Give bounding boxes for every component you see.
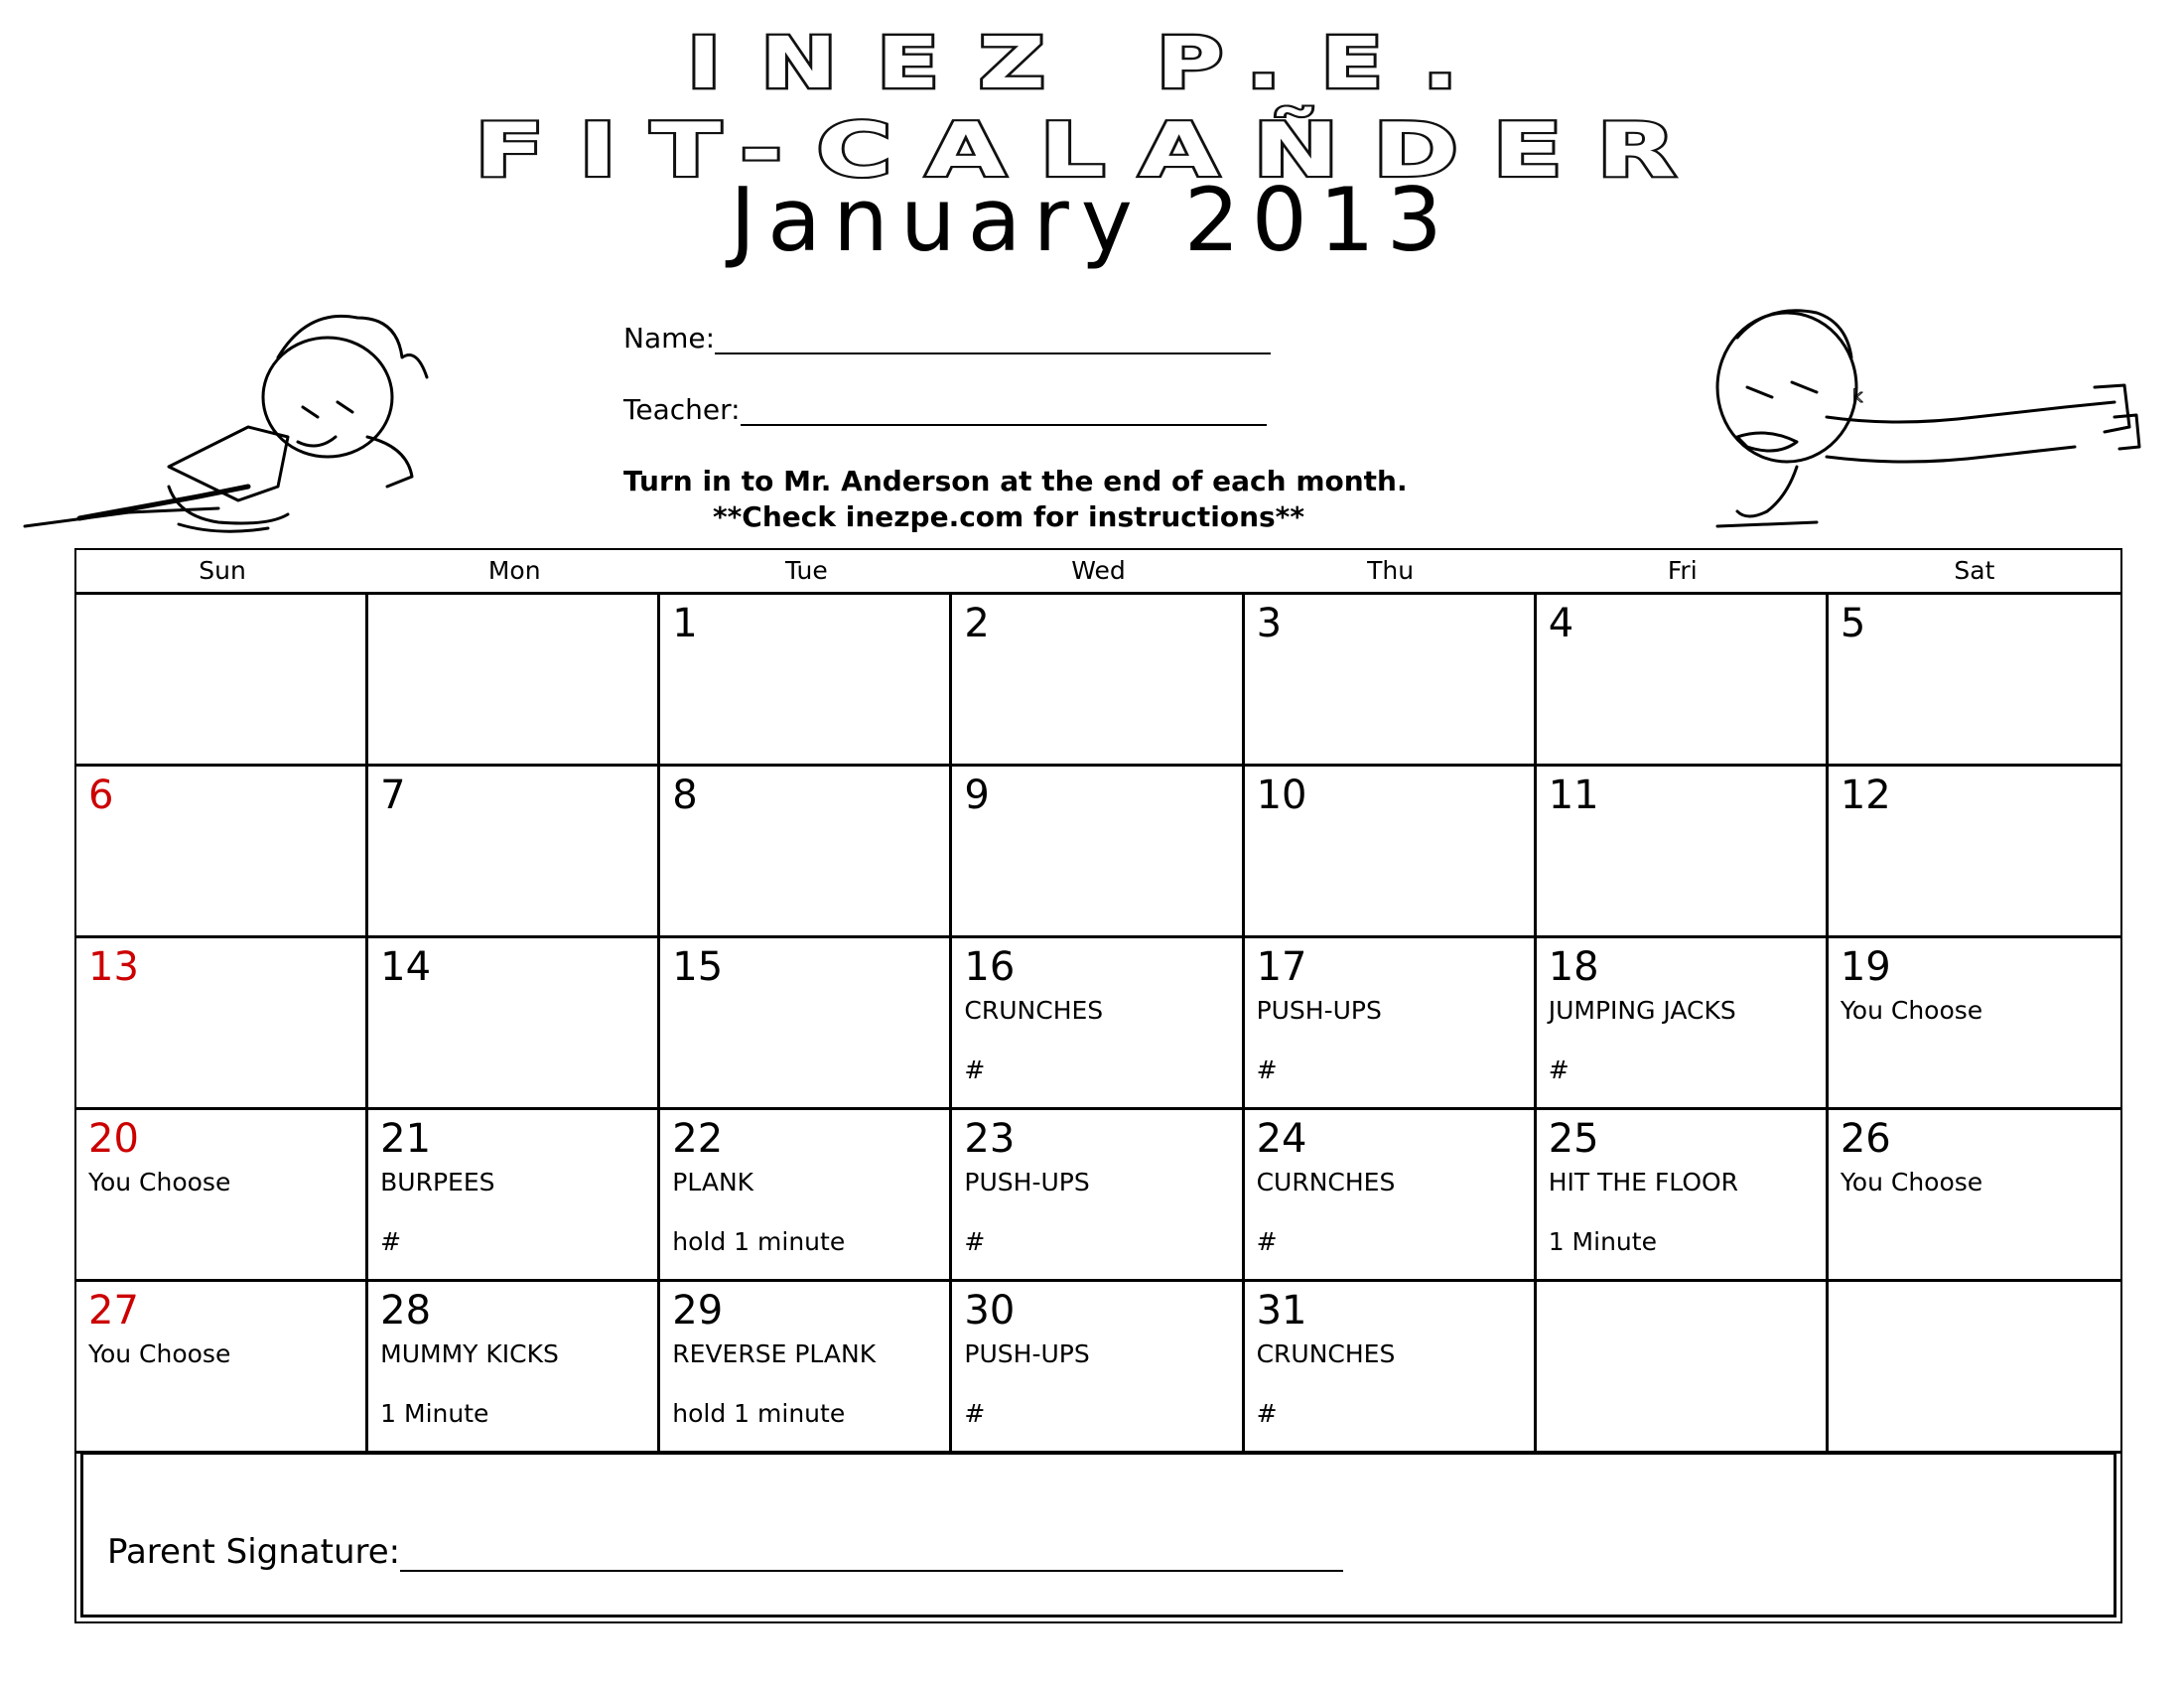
day-number: 26 <box>1840 1116 1891 1162</box>
day-number: 29 <box>672 1288 724 1334</box>
day-detail: # <box>1256 1055 1278 1084</box>
day-detail: # <box>1256 1227 1278 1256</box>
day-cell <box>368 938 660 1110</box>
day-number: 21 <box>380 1116 432 1162</box>
day-detail: # <box>1256 1399 1278 1428</box>
day-activity: PUSH-UPS <box>964 1339 1090 1368</box>
day-number: 23 <box>964 1116 1016 1162</box>
day-activity: You Choose <box>88 1168 231 1196</box>
day-cell <box>952 1110 1244 1282</box>
teacher-label: Teacher: <box>623 393 741 426</box>
weekday-sun: Sun <box>199 556 246 585</box>
day-cell <box>1829 1110 2120 1282</box>
day-cell <box>660 1110 952 1282</box>
calendar-grid <box>74 548 2122 1623</box>
day-cell <box>76 1282 368 1454</box>
parent-signature-label: Parent Signature: <box>107 1532 401 1572</box>
day-number: 2 <box>964 601 990 646</box>
day-cell <box>368 595 660 767</box>
day-number: 8 <box>672 773 698 818</box>
day-cell <box>952 595 1244 767</box>
day-detail: hold 1 minute <box>672 1227 846 1256</box>
day-number: 28 <box>380 1288 432 1334</box>
day-number: 30 <box>964 1288 1016 1334</box>
day-cell <box>1537 938 1829 1110</box>
day-activity: PUSH-UPS <box>1256 996 1382 1025</box>
weekday-tue: Tue <box>785 556 828 585</box>
day-number: 6 <box>88 773 114 818</box>
signature-line <box>400 1540 1343 1572</box>
svg-text:k: k <box>1852 386 1863 407</box>
day-activity: PLANK <box>672 1168 754 1196</box>
day-detail: # <box>1548 1055 1570 1084</box>
day-number: 10 <box>1256 773 1307 818</box>
day-number: 31 <box>1256 1288 1307 1334</box>
day-cell <box>1537 1110 1829 1282</box>
teacher-line <box>741 400 1267 426</box>
day-detail: 1 Minute <box>1548 1227 1657 1256</box>
day-number: 16 <box>964 944 1016 990</box>
day-activity: BURPEES <box>380 1168 495 1196</box>
day-number: 17 <box>1256 944 1307 990</box>
day-cell <box>1245 1282 1537 1454</box>
day-cell <box>952 1282 1244 1454</box>
day-activity: You Choose <box>1840 1168 1983 1196</box>
day-activity: PUSH-UPS <box>964 1168 1090 1196</box>
day-cell <box>1829 938 2120 1110</box>
day-number: 15 <box>672 944 724 990</box>
day-activity: JUMPING JACKS <box>1548 996 1736 1025</box>
day-activity: CURNCHES <box>1256 1168 1396 1196</box>
day-number: 9 <box>964 773 990 818</box>
weekday-thu: Thu <box>1367 556 1415 585</box>
instructions-notice: **Check inezpe.com for instructions** <box>713 500 1304 533</box>
month-title: January 2013 <box>730 169 1454 271</box>
day-activity: You Choose <box>88 1339 231 1368</box>
day-detail: hold 1 minute <box>672 1399 846 1428</box>
turn-in-notice: Turn in to Mr. Anderson at the end of each month. <box>623 465 1408 497</box>
day-cell <box>1245 938 1537 1110</box>
weekday-header <box>76 550 2120 595</box>
day-number: 20 <box>88 1116 139 1162</box>
day-cell <box>952 938 1244 1110</box>
title-line-1: INEZ P.E. <box>686 21 1498 105</box>
day-detail: # <box>964 1055 986 1084</box>
weekday-sat: Sat <box>1954 556 1995 585</box>
day-detail: 1 Minute <box>380 1399 489 1428</box>
day-activity: CRUNCHES <box>1256 1339 1396 1368</box>
day-number: 22 <box>672 1116 724 1162</box>
day-cell <box>660 938 952 1110</box>
day-detail: # <box>964 1227 986 1256</box>
name-field[interactable] <box>623 322 1271 354</box>
day-cell <box>76 938 368 1110</box>
day-number: 24 <box>1256 1116 1307 1162</box>
day-number: 4 <box>1548 601 1574 646</box>
weekday-mon: Mon <box>487 556 541 585</box>
day-cell <box>1245 767 1537 938</box>
day-number: 19 <box>1840 944 1891 990</box>
weekday-fri: Fri <box>1667 556 1698 585</box>
day-activity: CRUNCHES <box>964 996 1104 1025</box>
day-activity: HIT THE FLOOR <box>1548 1168 1739 1196</box>
day-cell <box>1537 1282 1829 1454</box>
day-number: 5 <box>1840 601 1866 646</box>
day-number: 12 <box>1840 773 1891 818</box>
name-line <box>715 329 1271 354</box>
day-cell <box>1829 1282 2120 1454</box>
day-cell <box>368 767 660 938</box>
day-number: 7 <box>380 773 406 818</box>
name-label: Name: <box>623 322 716 354</box>
teacher-field[interactable] <box>623 393 1267 426</box>
day-activity: You Choose <box>1840 996 1983 1025</box>
day-activity: MUMMY KICKS <box>380 1339 559 1368</box>
day-activity: REVERSE PLANK <box>672 1339 877 1368</box>
cartoon-boy-pushup-icon <box>1678 298 2144 546</box>
day-number: 14 <box>380 944 432 990</box>
day-number: 1 <box>672 601 698 646</box>
day-number: 13 <box>88 944 139 990</box>
day-cell <box>952 767 1244 938</box>
day-cell <box>76 595 368 767</box>
signature-box[interactable] <box>80 1452 2116 1618</box>
title-line-2: FIT-CALAÑDER <box>474 106 1710 194</box>
day-number: 3 <box>1256 601 1283 646</box>
day-cell <box>660 595 952 767</box>
day-cell <box>1245 595 1537 767</box>
day-cell <box>368 1110 660 1282</box>
day-cell <box>1245 1110 1537 1282</box>
day-number: 18 <box>1548 944 1599 990</box>
day-detail: # <box>964 1399 986 1428</box>
day-number: 25 <box>1548 1116 1599 1162</box>
day-cell <box>76 767 368 938</box>
day-cell <box>1537 767 1829 938</box>
weekday-wed: Wed <box>1071 556 1126 585</box>
cartoon-boy-situps-icon <box>20 288 496 536</box>
day-number: 11 <box>1548 773 1599 818</box>
day-number: 27 <box>88 1288 139 1334</box>
day-cell <box>1829 767 2120 938</box>
day-cell <box>660 1282 952 1454</box>
day-cell <box>368 1282 660 1454</box>
day-cell <box>76 1110 368 1282</box>
day-cell <box>1537 595 1829 767</box>
parent-signature-field <box>107 1532 1343 1572</box>
day-detail: # <box>380 1227 402 1256</box>
day-cell <box>660 767 952 938</box>
day-cell <box>1829 595 2120 767</box>
